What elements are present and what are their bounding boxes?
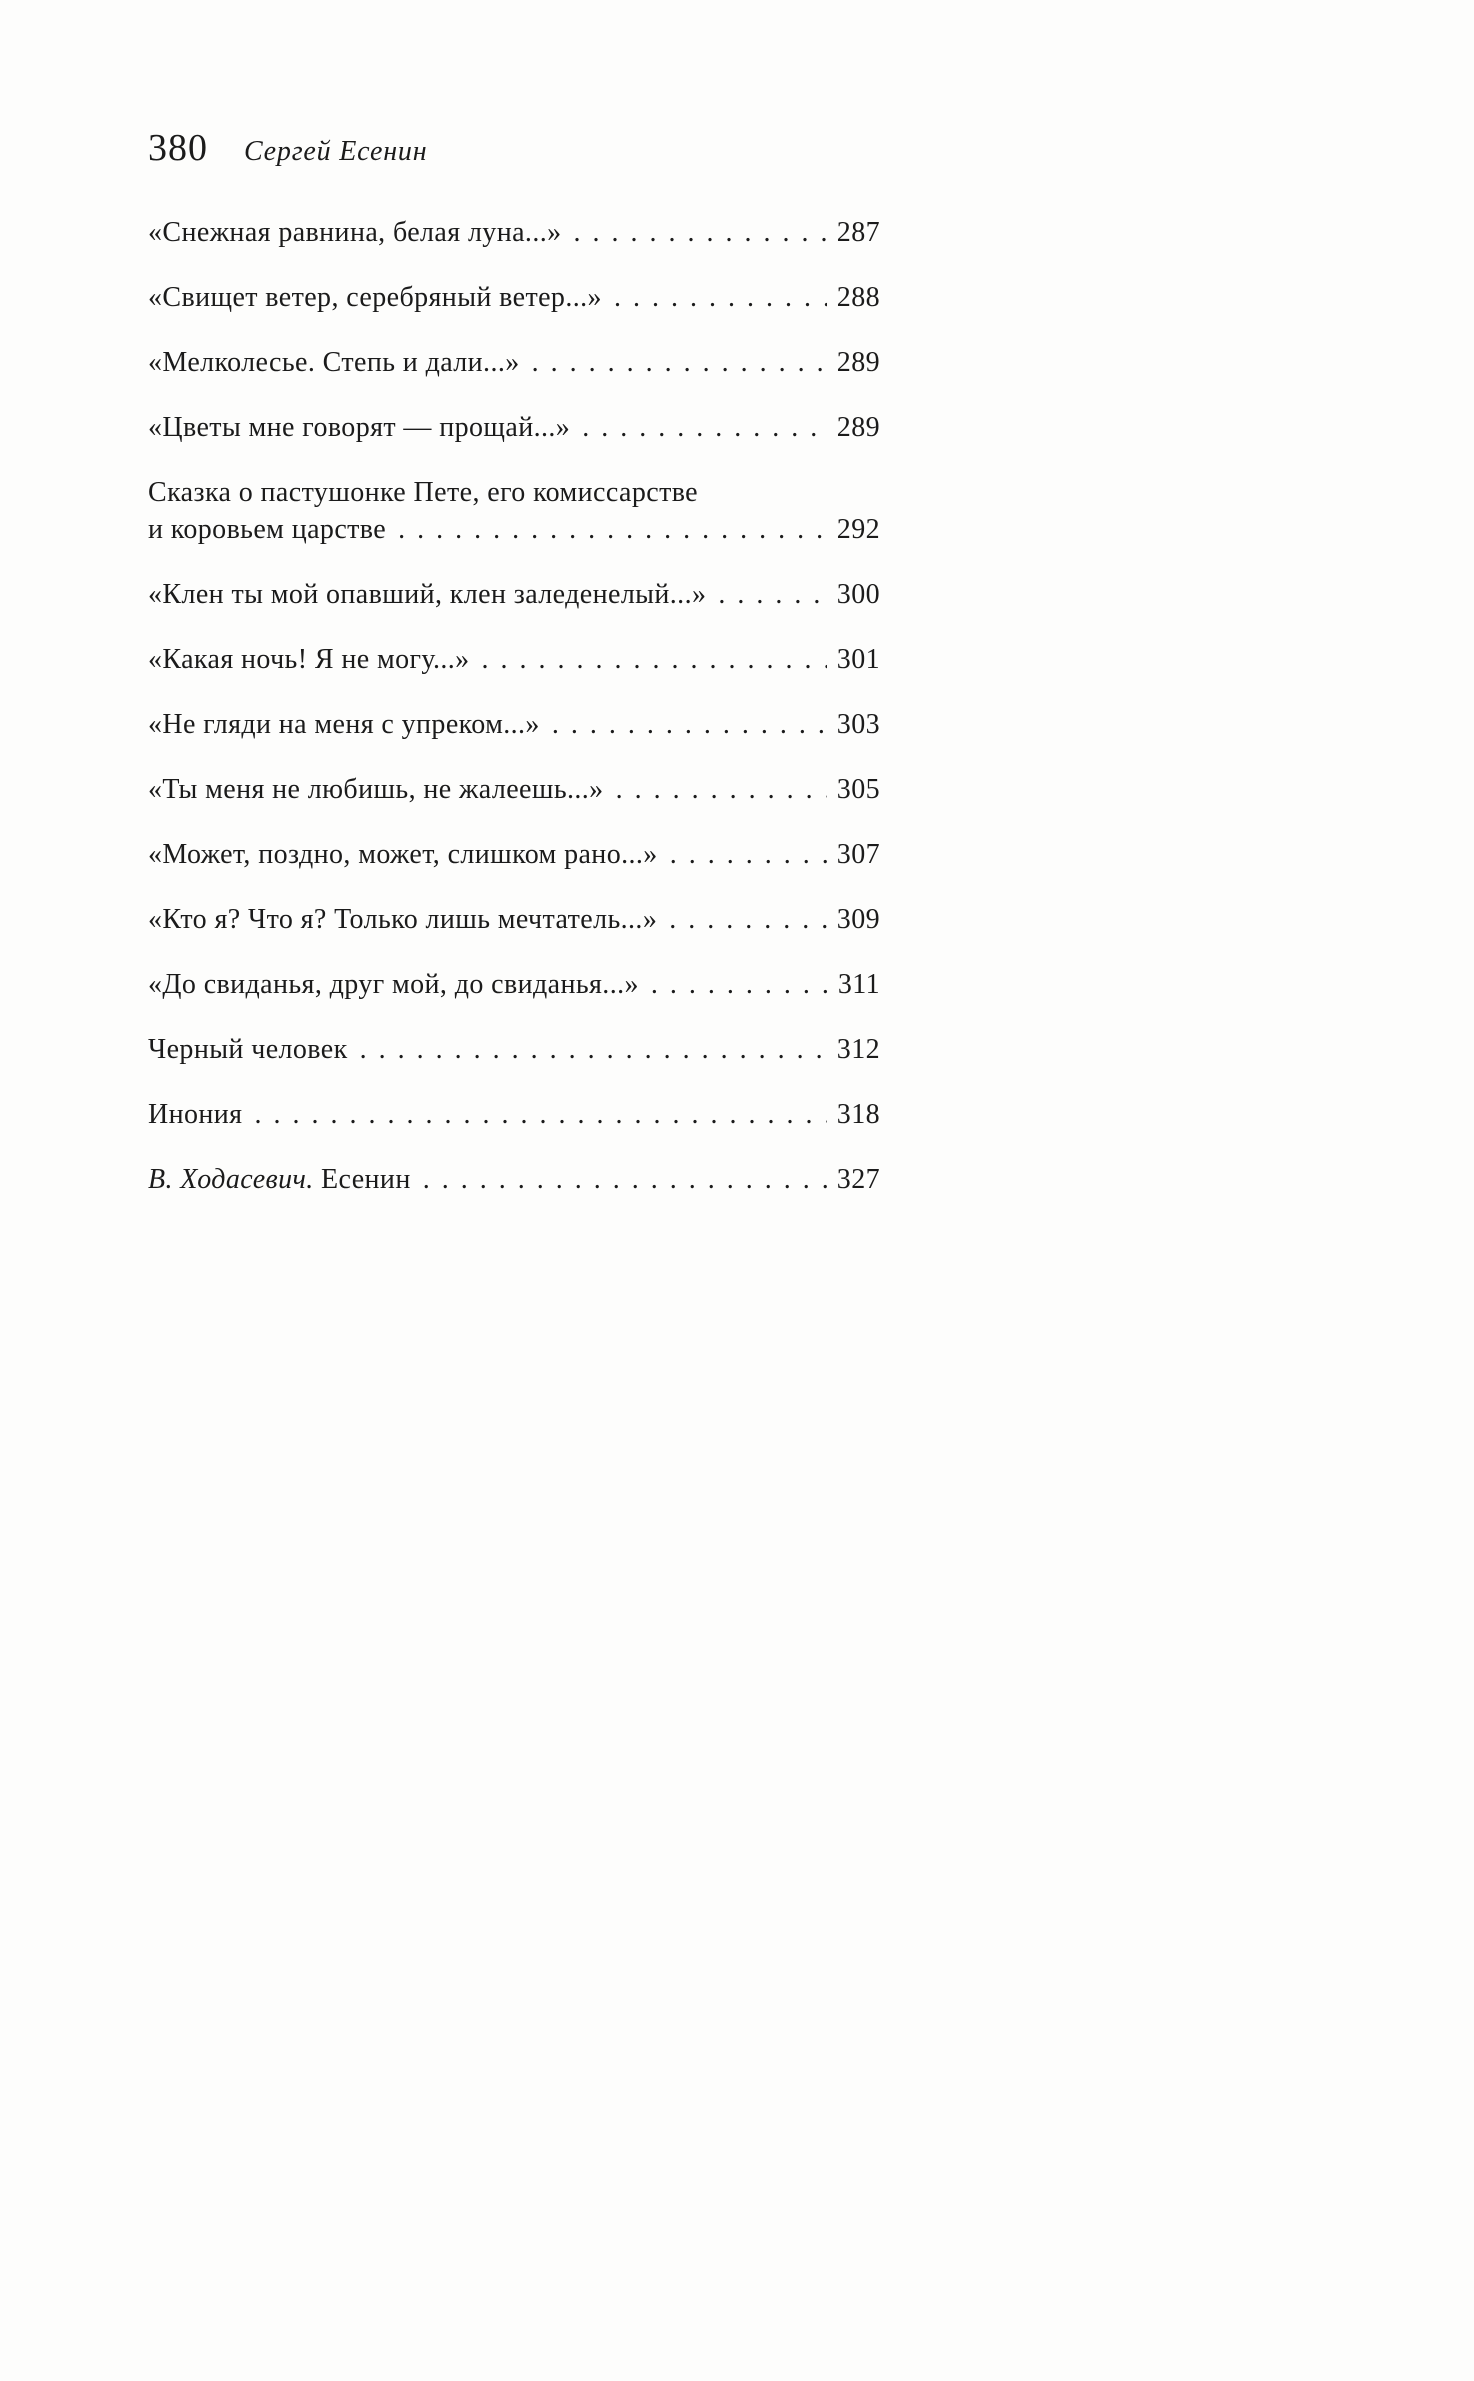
toc-entry — [148, 216, 880, 249]
dot-leader — [423, 1163, 827, 1196]
toc-entry-title: Сказка о пастушонке Пете, его комиссарстве — [148, 477, 698, 509]
toc-entry-page: 311 — [837, 969, 880, 1001]
dot-leader — [482, 643, 827, 676]
toc-entry — [148, 773, 880, 806]
toc-entry-page: 327 — [836, 1164, 880, 1196]
toc-entry-page: 292 — [836, 514, 880, 546]
toc-entry-page: 289 — [836, 347, 880, 379]
toc-entry-title: «Мелколесье. Степь и дали...» — [148, 347, 520, 379]
toc-entry-title: Инония — [148, 1099, 243, 1131]
toc-entry — [148, 1033, 880, 1066]
toc-entry-title: «Свищет ветер, серебряный ветер...» — [148, 282, 602, 314]
dot-leader — [718, 578, 826, 611]
toc-entry-title: «Может, поздно, может, слишком рано...» — [148, 839, 658, 871]
toc-entry-title — [148, 1163, 411, 1196]
toc-entry — [148, 1163, 880, 1196]
toc-entry-page: 318 — [836, 1099, 880, 1131]
toc-entry-page: 303 — [836, 709, 880, 741]
toc-entry-title-text: Есенин — [321, 1164, 411, 1196]
dot-leader — [616, 773, 827, 806]
toc-entry-title: Черный человек — [148, 1034, 348, 1066]
dot-leader — [651, 968, 828, 1001]
dot-leader — [614, 281, 827, 314]
toc-entry — [148, 903, 880, 936]
toc-entry — [148, 346, 880, 379]
toc-entry — [148, 968, 880, 1001]
toc-entry-page: 301 — [836, 644, 880, 676]
toc-entry — [148, 281, 880, 314]
dot-leader — [669, 903, 827, 936]
toc-entry — [148, 838, 880, 871]
toc-entry-title: «До свиданья, друг мой, до свиданья...» — [148, 969, 639, 1001]
dot-leader — [574, 216, 827, 249]
toc-entry-title: «Не гляди на меня с упреком...» — [148, 709, 540, 741]
toc-entry-title: «Ты меня не любишь, не жалеешь...» — [148, 774, 604, 806]
table-of-contents — [148, 216, 880, 1197]
toc-entry-title: «Клен ты мой опавший, клен заледенелый...» — [148, 579, 707, 611]
toc-entry-title: «Снежная равнина, белая луна...» — [148, 217, 562, 248]
toc-entry — [148, 708, 880, 741]
toc-entry-line1 — [148, 476, 880, 509]
toc-entry-page: 287 — [836, 217, 880, 248]
toc-entry-page: 300 — [836, 579, 880, 611]
toc-entry — [148, 578, 880, 611]
toc-entry-page: 305 — [836, 774, 880, 806]
toc-entry-page: 289 — [836, 412, 880, 444]
toc-entry-page: 312 — [836, 1034, 880, 1066]
toc-entry — [148, 643, 880, 676]
dot-leader — [532, 346, 827, 379]
toc-entry — [148, 1098, 880, 1131]
dot-leader — [670, 838, 827, 871]
toc-entry-title: «Кто я? Что я? Только лишь мечтатель...» — [148, 904, 658, 936]
page-number: 380 — [148, 127, 208, 169]
toc-entry-author: В. Ходасевич. — [148, 1164, 314, 1196]
toc-entry-page: 309 — [836, 904, 880, 936]
dot-leader — [552, 708, 827, 741]
running-header: Сергей Есенин — [244, 136, 428, 167]
toc-entry — [148, 411, 880, 444]
dot-leader — [582, 411, 827, 444]
dot-leader — [254, 1098, 826, 1131]
page-header — [148, 126, 880, 170]
toc-entry-page: 307 — [836, 839, 880, 871]
toc-entry-page: 288 — [836, 282, 880, 314]
dot-leader — [360, 1033, 827, 1066]
toc-entry-title: «Какая ночь! Я не могу...» — [148, 644, 470, 676]
toc-entry-line2 — [148, 513, 880, 546]
toc-entry-title-continued: и коровьем царстве — [148, 514, 387, 546]
dot-leader — [398, 513, 827, 546]
book-page — [148, 126, 880, 1229]
toc-entry-title: «Цветы мне говорят — прощай...» — [148, 412, 571, 444]
